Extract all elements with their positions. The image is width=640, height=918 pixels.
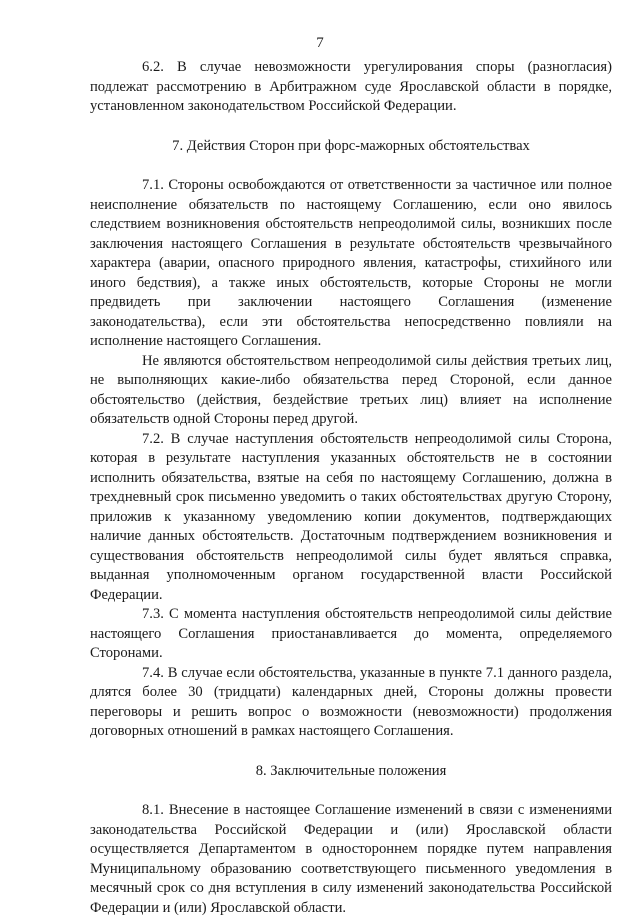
clause-7-2: 7.2. В случае наступления обстоятельств непреодолимой силы Сторона, которая в результате наступления указанных обстоятельств не в состоянии исполнить обязательства, взятые на себя по настоящему Соглашению, должна в трехдневный срок письменно уведомить о таких обстоятельствах другую Сторону, приложив к указанному уведомлению копии документов, подтверждающих наличие данных обстоятельств. Достаточным подтверждением возникновения и существования обстоятельств непреодолимой силы будет являться справка, выданная уполномоченным органом государственной власти Российской Федерации. (90, 430, 612, 603)
clause-7-1-note: Не являются обстоятельством непреодолимой силы действия третьих лиц, не выполняющих какие-либо обязательства перед Стороной, если данное обстоятельство (действия, бездействие третьих лиц) влияет на исполнение обязательств одной Стороны перед другой. (90, 352, 612, 427)
clause-7-3: 7.3. С момента наступления обстоятельств непреодолимой силы действие настоящего Соглашения приостанавливается до момента, определяемого Сторонами. (90, 606, 612, 661)
spacer (90, 156, 612, 176)
spacer (90, 742, 612, 762)
spacer (90, 781, 612, 801)
clause-7-1: 7.1. Стороны освобождаются от ответственности за частичное или полное неисполнение обязательств по настоящему Соглашению, если оно явилось следствием возникновения обстоятельств непреодолимой силы, возникших после заключения настоящего Соглашения в результате обстоятельств чрезвычайного характера (аварии, опасного природного явления, катастрофы, стихийного или иного бедствия), а также иных обстоятельств, которые Стороны не могли предвидеть при заключении настоящего Соглашения (изменение законодательства), если эти обстоятельства непосредственно повлияли на исполнение настоящего Соглашения. (90, 177, 612, 349)
document-body (90, 58, 612, 918)
spacer (90, 117, 612, 137)
section-7-heading: 7. Действия Сторон при форс-мажорных обстоятельствах (172, 137, 530, 154)
section-8-heading: 8. Заключительные положения (255, 762, 447, 779)
clause-8-1: 8.1. Внесение в настоящее Соглашение изменений в связи с изменениями законодательства Российской Федерации и (или) Ярославской области осуществляется Департаментом в одностороннем порядке путем направления Муниципальному образованию соответствующего письменного уведомления в месячный срок со дня вступления в силу изменений законодательства Российской Федерации и (или) Ярославской области. (90, 802, 612, 916)
clause-7-4: 7.4. В случае если обстоятельства, указанные в пункте 7.1 данного раздела, длятся более 30 (тридцати) календарных дней, Стороны должны провести переговоры и решить вопрос о возможности (невозможности) продолжения договорных отношений в рамках настоящего Соглашения. (90, 664, 612, 739)
clause-6-2: 6.2. В случае невозможности урегулирования споры (разногласия) подлежат рассмотрению в Арбитражном суде Ярославской области в порядке, установленном законодательством Российской Федерации. (90, 59, 612, 114)
page-number: 7 (316, 35, 324, 51)
